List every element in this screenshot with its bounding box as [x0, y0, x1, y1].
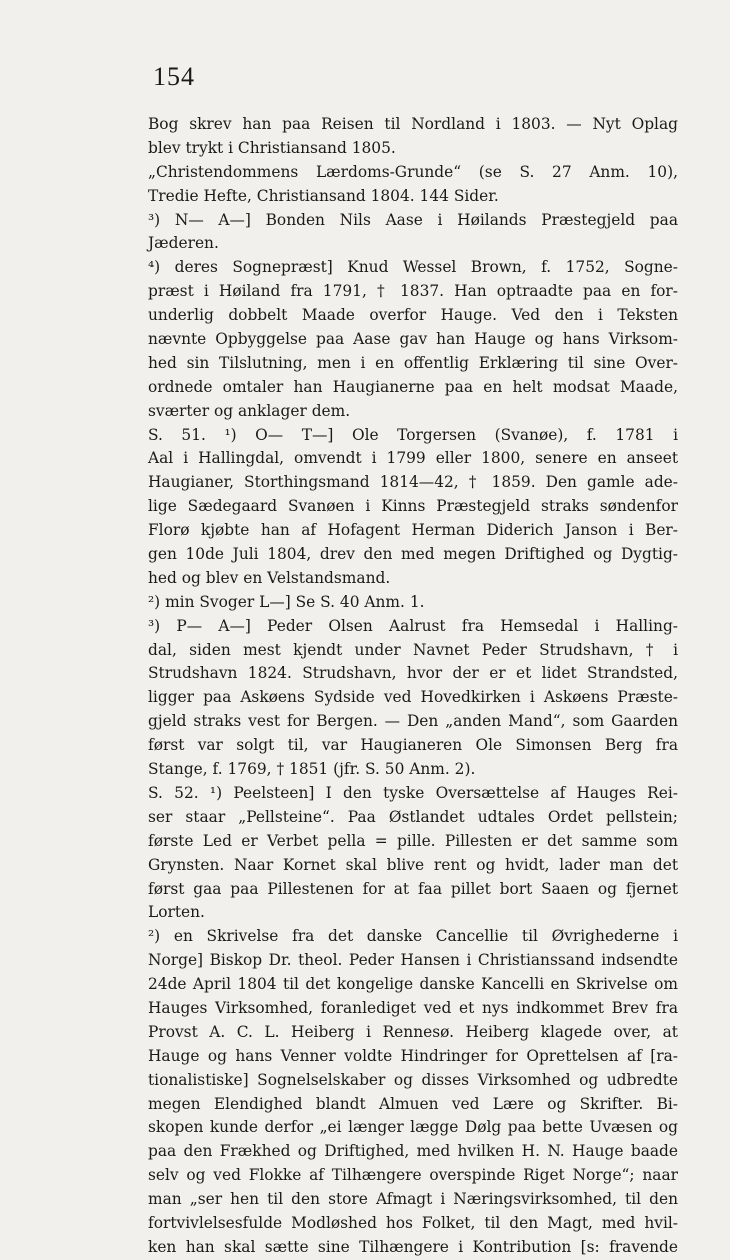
text-line: Stange, f. 1769, † 1851 (jfr. S. 50 Anm. 2). [148, 760, 476, 779]
text-line: ²) en Skrivelse fra det danske Cancellie til Øvrighederne i [148, 927, 678, 946]
text-line: Strudshavn 1824. Strudshavn, hvor der er et lidet Strandsted, [148, 664, 678, 683]
text-line: lige Sædegaard Svanøen i Kinns Præstegjeld straks søndenfor [148, 497, 678, 516]
text-line: Lorten. [148, 903, 205, 922]
page-number: 154 [153, 62, 195, 91]
text-line: først var solgt til, var Haugianeren Ole Simonsen Berg fra [148, 736, 678, 755]
text-line: dal, siden mest kjendt under Navnet Peder Strudshavn, † i [148, 640, 678, 659]
text-line: først gaa paa Pillestenen for at faa pillet bort Saaen og fjernet [148, 879, 678, 898]
text-line: man „ser hen til den store Afmagt i Næringsvirksomhed, til den [148, 1190, 678, 1209]
text-line: gjeld straks vest for Bergen. — Den „anden Mand“, som Gaarden [148, 712, 678, 731]
text-line: ordnede omtaler han Haugianerne paa en helt modsat Maade, [148, 377, 678, 396]
text-line: paa den Frækhed og Driftighed, med hvilken H. N. Hauge baade [148, 1142, 678, 1161]
text-line: Provst A. C. L. Heiberg i Rennesø. Heiberg klagede over, at [148, 1022, 678, 1041]
text-line: Aal i Hallingdal, omvendt i 1799 eller 1800, senere en anseet [148, 449, 678, 468]
text-line: ligger paa Askøens Sydside ved Hovedkirken i Askøens Præste- [148, 688, 678, 707]
text-line: hed og blev en Velstandsmand. [148, 568, 391, 587]
text-line: blev trykt i Christiansand 1805. [148, 138, 396, 157]
text-line: megen Elendighed blandt Almuen ved Lære og Skrifter. Bi- [148, 1094, 678, 1113]
text-line: Florø kjøbte han af Hofagent Herman Diderich Janson i Ber- [148, 521, 678, 540]
text-line: sværter og anklager dem. [148, 401, 351, 420]
text-line: selv og ved Flokke af Tilhængere overspinde Riget Norge“; naar [148, 1166, 678, 1185]
text-line: Bog skrev han paa Reisen til Nordland i 1803. — Nyt Oplag [148, 115, 678, 133]
text-line: 24de April 1804 til det kongelige danske Kancelli en Skrivelse om [148, 975, 678, 994]
text-line: Hauge og hans Venner voldte Hindringer for Oprettelsen af [ra- [148, 1046, 678, 1065]
text-line: ²) min Svoger L—] Se S. 40 Anm. 1. [148, 592, 425, 611]
text-line: nævnte Opbyggelse paa Aase gav han Hauge og hans Virksom- [148, 330, 678, 349]
text-line: skopen kunde derfor „ei længer lægge Dølg paa bette Uvæsen og [148, 1118, 678, 1137]
text-line: tionalistiske] Sognelselskaber og disses Virksomhed og udbredte [148, 1070, 678, 1089]
text-line: Norge] Biskop Dr. theol. Peder Hansen i Christianssand indsendte [148, 951, 678, 970]
text-line: Tredie Hefte, Christiansand 1804. 144 Sider. [148, 186, 499, 205]
text-line: hed sin Tilslutning, men i en offentlig Erklæring til sine Over- [148, 353, 678, 372]
body-text [148, 113, 678, 1260]
text-line: første Led er Verbet pella = pille. Pillesten er det samme som [148, 831, 678, 850]
text-line: underlig dobbelt Maade overfor Hauge. Ved den i Teksten [148, 306, 678, 325]
text-line: „Christendommens Lærdoms-Grunde“ (se S. 27 Anm. 10), [148, 162, 678, 181]
text-line: ser staar „Pellsteine“. Paa Østlandet udtales Ordet pellstein; [148, 807, 678, 826]
text-line: Hauges Virksomhed, foranlediget ved et nys indkommet Brev fra [148, 998, 678, 1017]
text-line: ³) P— A—] Peder Olsen Aalrust fra Hemsedal i Halling- [148, 616, 678, 635]
text-line: præst i Høiland fra 1791, † 1837. Han optraadte paa en for- [148, 282, 678, 301]
text-line: gen 10de Juli 1804, drev den med megen Driftighed og Dygtig- [148, 545, 678, 564]
text-line: ken han skal sætte sine Tilhængere i Kontribution [s: fravende [148, 1237, 678, 1256]
text-line: Jæderen. [148, 234, 219, 253]
text-line: Grynsten. Naar Kornet skal blive rent og hvidt, lader man det [148, 855, 678, 874]
text-line: S. 52. ¹) Peelsteen] I den tyske Oversættelse af Hauges Rei- [148, 783, 678, 802]
text-line: Haugianer, Storthingsmand 1814—42, † 1859. Den gamle ade- [148, 473, 678, 492]
text-line: fortvivlelsesfulde Modløshed hos Folket, til den Magt, med hvil- [148, 1213, 678, 1232]
text-line: ³) N— A—] Bonden Nils Aase i Høilands Præstegjeld paa [148, 210, 678, 229]
text-line: ⁴) deres Sognepræst] Knud Wessel Brown, f. 1752, Sogne- [148, 258, 678, 277]
text-line: S. 51. ¹) O— T—] Ole Torgersen (Svanøe), f. 1781 i [148, 425, 678, 444]
